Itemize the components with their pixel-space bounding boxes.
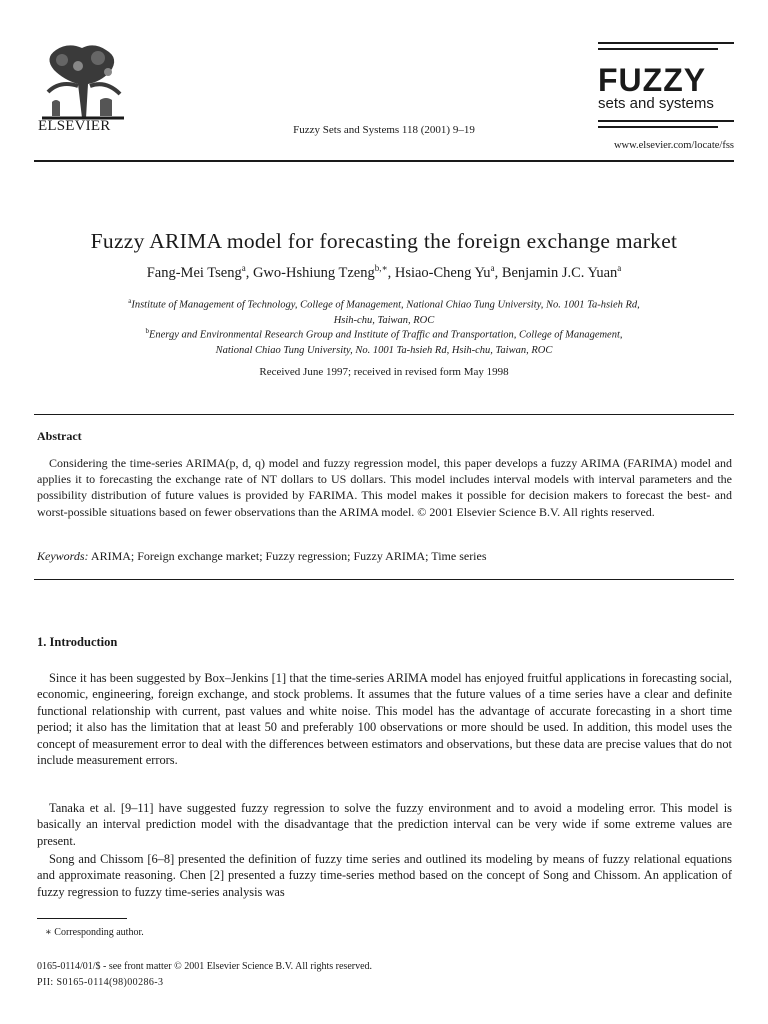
logo-bar bbox=[598, 48, 718, 50]
pii: PII: S0165-0114(98)00286-3 bbox=[37, 977, 164, 988]
author-separator: , bbox=[245, 264, 253, 281]
journal-logo bbox=[598, 42, 734, 128]
author-name: Benjamin J.C. Yuan bbox=[501, 264, 618, 281]
footnote-divider bbox=[37, 918, 127, 919]
author-name: Hsiao-Cheng Yu bbox=[394, 264, 491, 281]
affiliation-marker: b bbox=[145, 327, 149, 335]
elsevier-tree-logo bbox=[34, 40, 132, 122]
author-name: Gwo-Hshiung Tzeng bbox=[252, 264, 375, 281]
affiliation-line: Institute of Management of Technology, College of Management, National Chiao Tung University, No. 1001 Ta-hsieh Rd, bbox=[131, 299, 640, 311]
keywords bbox=[37, 549, 487, 564]
author-affiliation-marker: a bbox=[490, 263, 495, 273]
paragraph: Tanaka et al. [9–11] have suggested fuzzy regression to solve the fuzzy environment and to avoid a modeling error. This model is basically an interval prediction model with the disadvantage that the prediction interval can be very wide if some extreme values are present. bbox=[37, 801, 732, 848]
journal-logo-word: FUZZY bbox=[598, 62, 707, 98]
affiliation-line: Energy and Environmental Research Group and Institute of Traffic and Transportation, College of Management, bbox=[148, 329, 623, 341]
received-dates: Received June 1997; received in revised form May 1998 bbox=[259, 366, 509, 378]
logo-bar bbox=[598, 126, 718, 128]
author-affiliation-marker: a bbox=[617, 263, 622, 273]
author-affiliation-marker: a bbox=[241, 263, 246, 273]
journal-url[interactable]: www.elsevier.com/locate/fss bbox=[613, 140, 734, 151]
affiliation-line: National Chiao Tung University, No. 1001 Ta-hsieh Rd, Hsih-chu, Taiwan, ROC bbox=[215, 344, 553, 356]
abstract-divider bbox=[34, 414, 734, 415]
paragraph: Song and Chissom [6–8] presented the definition of fuzzy time series and outlined its modeling by means of fuzzy relational equations and approximate reasoning. Chen [2] presented a fuzzy time-series method based on the concept of Song and Chissom. An application of fuzzy regression to fuzzy time-series analysis was bbox=[37, 852, 732, 899]
author-separator: , bbox=[387, 264, 395, 281]
keywords-divider bbox=[34, 579, 734, 580]
author-name: Fang-Mei Tseng bbox=[146, 264, 242, 281]
keywords-label: Keywords: bbox=[37, 549, 89, 563]
publisher-name: ELSEVIER bbox=[38, 118, 111, 134]
article-title: Fuzzy ARIMA model for forecasting the foreign exchange market bbox=[90, 229, 678, 253]
section-heading: 1. Introduction bbox=[37, 635, 118, 649]
author-list bbox=[0, 263, 768, 282]
header-divider bbox=[34, 160, 734, 162]
paragraph: Since it has been suggested by Box–Jenkins [1] that the time-series ARIMA model has enjoyed fruitful applications in forecasting social, economic, engineering, foreign exchange, and stock problems. It assumes that the future values of a time series have a clear and definite functional relationship with current, past values and white noise. This model has the advantage of accurate forecasting in a short time period; it also has the limitation that at least 50 and preferably 100 observations or more should be used. In addition, this model uses the concept of measurement error to deal with the differences between estimators and observations, but these data are precise values that do not include measurement errors. bbox=[37, 671, 732, 768]
logo-bar bbox=[598, 120, 734, 122]
abstract-text: Considering the time-series ARIMA(p, d, q) model and fuzzy regression model, this paper develops a fuzzy ARIMA (FARIMA) model and applies it to forecasting the exchange rate of NT dollars to US dollars. This model includes interval models with interval parameters and the possibility distribution of future values is provided by FARIMA. This model makes it possible for decision makers to forecast the best- and worst-possible situations based on fewer observations than the ARIMA model. © 2001 Elsevier Science B.V. All rights reserved. bbox=[37, 456, 732, 519]
footnote: ∗ Corresponding author. bbox=[45, 927, 144, 938]
logo-bar bbox=[598, 42, 734, 44]
author-affiliation-marker: b,∗ bbox=[374, 263, 388, 273]
keywords-list: ARIMA; Foreign exchange market; Fuzzy regression; Fuzzy ARIMA; Time series bbox=[90, 549, 487, 563]
affiliation-b bbox=[0, 324, 768, 358]
author-separator: , bbox=[494, 264, 502, 281]
affiliation-a bbox=[0, 294, 768, 328]
affiliation-line: Hsih-chu, Taiwan, ROC bbox=[333, 314, 435, 326]
front-matter: 0165-0114/01/$ - see front matter © 2001 Elsevier Science B.V. All rights reserved. bbox=[37, 961, 373, 972]
abstract-heading: Abstract bbox=[37, 429, 82, 443]
affiliation-marker: a bbox=[128, 297, 132, 305]
journal-logo-subtitle: sets and systems bbox=[598, 95, 714, 112]
journal-citation: Fuzzy Sets and Systems 118 (2001) 9–19 bbox=[293, 124, 475, 136]
